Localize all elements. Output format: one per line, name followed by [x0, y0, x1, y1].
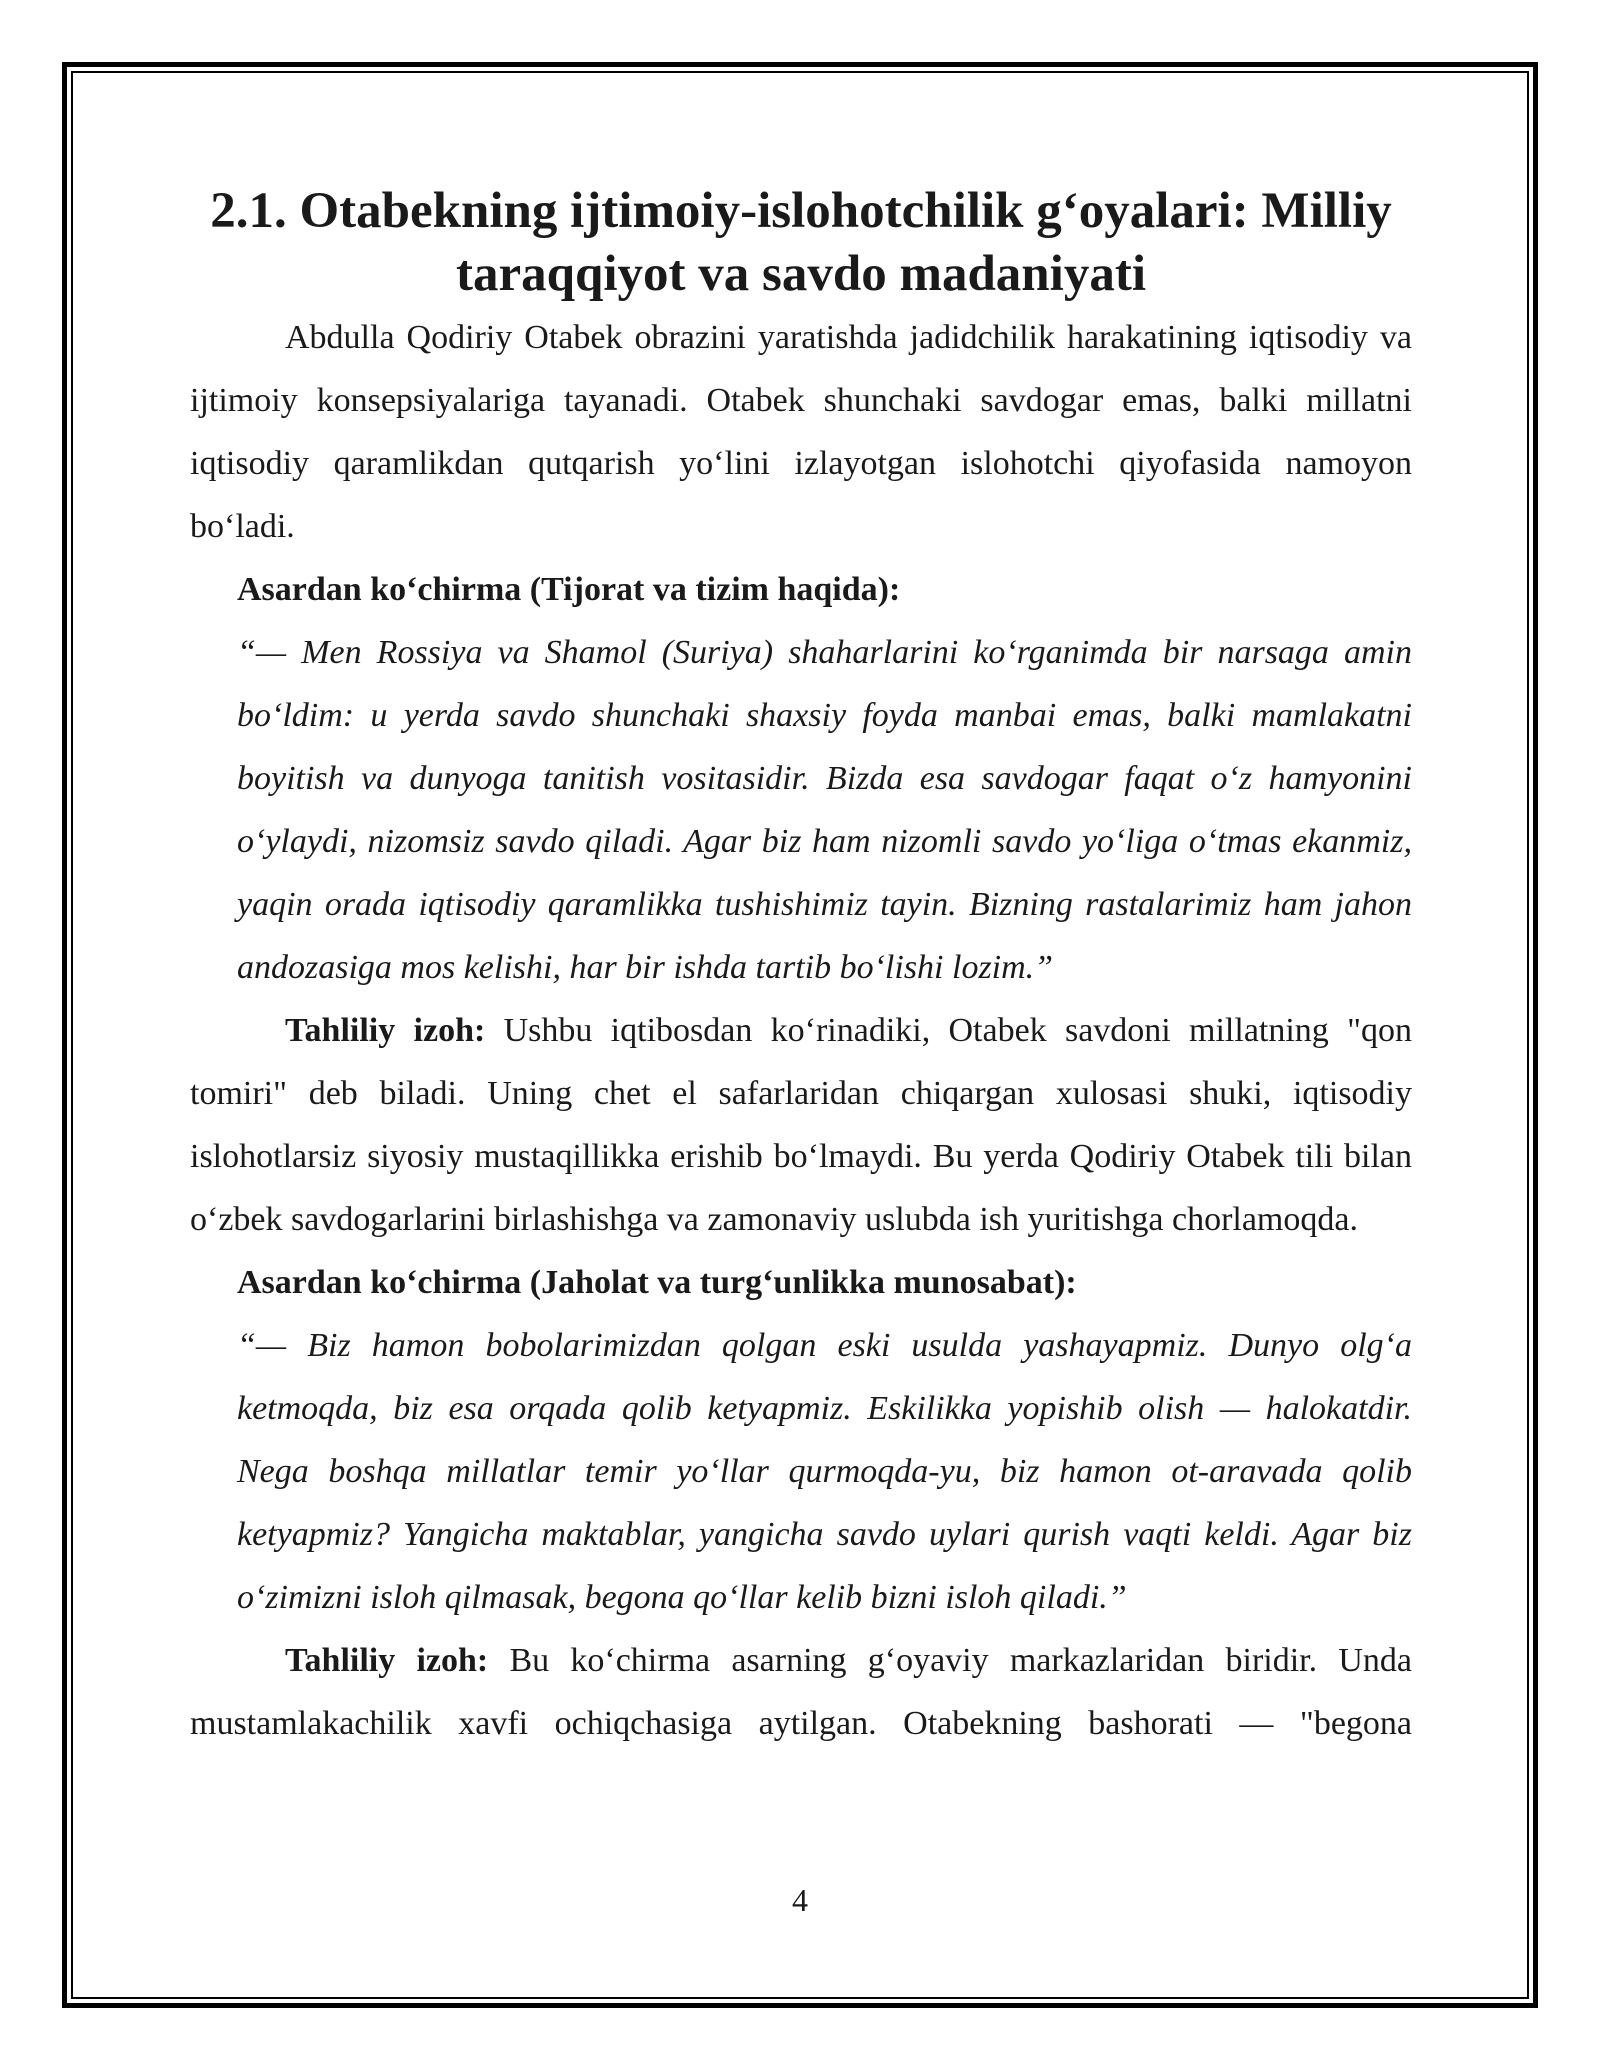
- section-heading: 2.1. Otabekning ijtimoiy-islohotchilik g‘oyalari: Milliy taraqqiyot va savdo madaniyati: [210, 183, 1392, 302]
- excerpt-1-quote: “— Men Rossiya va Shamol (Suriya) shaharlarini ko‘rganimda bir narsaga amin bo‘ldim: u yerda savdo shunchaki shaxsiy foyda manbai emas, balki mamlakatni boyitish va dunyoga tanitish vositasidir. Bizda esa savdogar faqat o‘z hamyonini o‘ylaydi, nizomsiz savdo qiladi. Agar biz ham nizomli savdo yo‘liga o‘tmas ekanmiz, yaqin orada iqtisodiy qaramlikka tushishimiz tayin. Bizning rastalarimiz ham jahon andozasiga mos kelishi, har bir ishda tartib bo‘lishi lozim.”: [237, 634, 1412, 986]
- page-content: [190, 180, 1412, 1755]
- excerpt-2-quote: “— Biz hamon bobolarimizdan qolgan eski usulda yashayapmiz. Dunyo olg‘a ketmoqda, biz esa orqada qolib ketyapmiz. Eskilikka yopishib olish — halokatdir. Nega boshqa millatlar temir yo‘llar qurmoqda-yu, biz hamon ot-aravada qolib ketyapmiz? Yangicha maktablar, yangicha savdo uylari qurish vaqti keldi. Agar biz o‘zimizni isloh qilmasak, begona qo‘llar kelib bizni isloh qiladi.”: [237, 1327, 1412, 1616]
- comment-text: Ushbu iqtibosdan ko‘rinadiki, Otabek savdoni millatning "qon tomiri" deb biladi. Uning chet el safarlaridan chiqargan xulosasi shuki, iqtisodiy islohotlarsiz siyosiy mustaqillikka erishib bo‘lmaydi. Bu yerda Qodiriy Otabek tili bilan o‘zbek savdogarlarini birlashishga va zamonaviy uslubda ish yuritishga chorlamoqda.: [190, 1012, 1412, 1238]
- comment-label: Tahliliy izoh:: [285, 1642, 489, 1679]
- excerpt-1-comment: [190, 999, 1412, 1251]
- excerpt-1-source: Asardan ko‘chirma (Tijorat va tizim haqida):: [237, 571, 901, 608]
- comment-text: Bu ko‘chirma asarning g‘oyaviy markazlaridan biridir. Unda mustamlakachilik xavfi ochiqchasiga aytilgan. Otabekning bashorati — "begona: [190, 1642, 1412, 1742]
- page-number: 4: [792, 1882, 808, 1918]
- comment-label: Tahliliy izoh:: [285, 1012, 486, 1049]
- intro-paragraph: Abdulla Qodiriy Otabek obrazini yaratishda jadidchilik harakatining iqtisodiy va ijtimoiy konsepsiyalariga tayanadi. Otabek shunchaki savdogar emas, balki millatni iqtisodiy qaramlikdan qutqarish yo‘lini izlayotgan islohotchi qiyofasida namoyon bo‘ladi.: [190, 319, 1412, 545]
- excerpt-2-source: Asardan ko‘chirma (Jaholat va turg‘unlikka munosabat):: [237, 1264, 1077, 1301]
- excerpt-2-comment: [190, 1629, 1412, 1755]
